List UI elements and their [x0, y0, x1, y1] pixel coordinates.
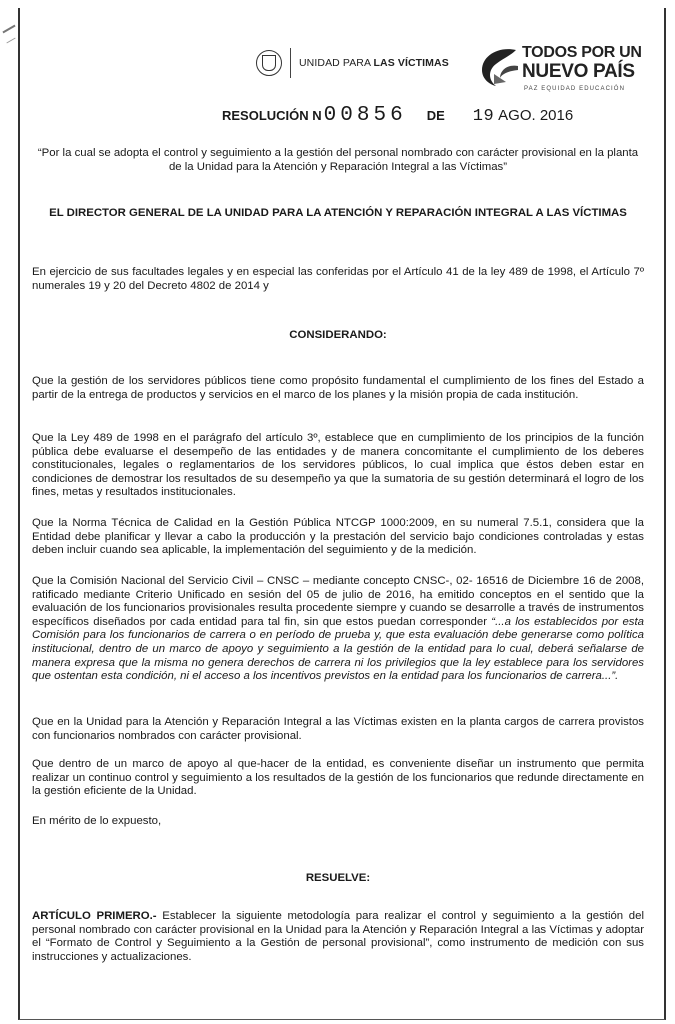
todos-por-un-nuevo-pais-icon	[476, 44, 520, 88]
resuelve-heading-text: RESUELVE:	[305, 872, 371, 884]
brand-line-1: TODOS POR UN	[522, 44, 642, 61]
issuer-text: EL DIRECTOR GENERAL DE LA UNIDAD PARA LA ATENCIÓN Y REPARACIÓN INTEGRAL A LAS VÍCTIMAS	[49, 207, 627, 219]
considerando-5	[32, 716, 644, 743]
considerando-1	[32, 375, 644, 402]
articulo-primero	[32, 910, 644, 964]
considerando-4-text: Que la Comisión Nacional del Servicio Civil – CNSC – mediante concepto CNSC-, 02- 16516 de Diciembre 16 de 2008, ratificado mediante Criterio Unificado en sesión del 05 de julio de 2016, ha emitido conceptos en el sentido que la evaluación de los funcionarios provisionales resulta procedente siempre y cuando se desarrolle a través de instrumentos específicos diseñados por cada entidad para tal fin, sin que estos puedan corresponder	[32, 575, 644, 628]
scan-artifact	[6, 38, 15, 44]
resolution-label: RESOLUCIÓN N	[222, 108, 322, 123]
considerando-4	[32, 575, 644, 684]
considerando-3	[32, 517, 644, 558]
considerando-2-text: Que la Ley 489 de 1998 en el parágrafo del artículo 3º, establece que en cumplimiento de los principios de la función pública debe evaluarse el desempeño de las entidades y de manera concomitante el cumplimiento de los deberes constitucionales, legales o reglamentarios de los servidores públicos, lo cual implica que éstos deben estar en condiciones de demostrar los resultados de su desempeño ya que la sumatoria de su gestión determinará el logro de los fines, metas y resultados institucionales.	[32, 432, 644, 499]
resuelve-heading	[32, 872, 644, 886]
logo-divider	[290, 48, 291, 78]
brand-logo	[476, 40, 656, 100]
subject-text: “Por la cual se adopta el control y seguimiento a la gestión del personal nombrado con carácter provisional en la planta de la Unidad para la Atención y Reparación Integral a las Víctimas”	[37, 147, 639, 173]
considerando-3-text: Que la Norma Técnica de Calidad en la Gestión Pública NTCGP 1000:2009, en su numeral 7.5.1, considera que la Entidad debe planificar y llevar a cabo la producción y la prestación del servicio bajo condiciones controladas y estas deben incluir cuando sea aplicable, la implementación del seguimiento y de la medición.	[32, 517, 644, 557]
considerando-heading	[32, 329, 644, 343]
resolution-line	[222, 104, 573, 127]
considerando-4-quote: “...a los establecidos por esta Comisión para los funcionarios de carrera o en período de prueba y, que esta evaluación debe generarse como política institucional, dentro de un marco de apoyo y seguimiento a la gestión de la entidad para lo cual, deberá señalarse de manera expresa que la misma no genera derechos de carrera ni los privilegios que la ley establece para los servidores que ostentan esta condición, ni el acceso a los incentivos previstos en la entidad para los funcionarios de carrera...”.	[32, 615, 644, 683]
considerando-5-text: Que en la Unidad para la Atención y Reparación Integral a las Víctimas existen en la planta cargos de carrera provistos con funcionarios nombrados con carácter provisional.	[32, 716, 644, 742]
considerando-1-text: Que la gestión de los servidores públicos tiene como propósito fundamental el cumplimiento de los fines del Estado a partir de la entrega de productos y servicios en el marco de los planes y la misión propia de cada institución.	[32, 375, 644, 401]
brand-line-2: NUEVO PAÍS	[522, 61, 635, 82]
considerando-6	[32, 758, 644, 799]
powers-paragraph	[32, 266, 644, 293]
resolution-subject	[32, 147, 644, 174]
unit-logo	[256, 48, 449, 78]
resolution-date-rest: AGO. 2016	[498, 107, 574, 124]
resolution-date-day: 19	[472, 107, 495, 126]
powers-text: En ejercicio de sus facultades legales y en especial las conferidas por el Artículo 41 de la ley 489 de 1998, el Artículo 7º numerales 19 y 20 del Decreto 4802 de 2014 y	[32, 266, 644, 292]
articulo-primero-label: ARTÍCULO PRIMERO.-	[32, 910, 157, 922]
unit-name-strong: LAS VÍCTIMAS	[373, 57, 449, 69]
considerando-heading-text: CONSIDERANDO:	[289, 329, 387, 341]
unit-name	[299, 57, 449, 69]
merito-text: En mérito de lo expuesto,	[32, 815, 162, 827]
unit-name-prefix: UNIDAD PARA	[299, 57, 374, 69]
issuer-heading	[32, 207, 644, 221]
scan-artifact	[2, 25, 15, 34]
merito-line	[32, 815, 644, 829]
brand-tagline: PAZ EQUIDAD EDUCACIÓN	[524, 86, 625, 92]
resolution-de-label: DE	[426, 108, 445, 123]
articulo-primero-text: Establecer la siguiente metodología para realizar el control y seguimiento a la gestión del personal nombrado con carácter provisional en la Unidad para la Atención y Reparación Integral a las Víctimas y adoptar el “Formato de Control y Seguimiento a la Gestión de personal provisional”, como instrumento de medición con sus instrucciones y actualizaciones.	[32, 910, 644, 963]
colombia-seal-icon	[256, 50, 282, 76]
resolution-number: 00856	[323, 104, 407, 127]
considerando-6-text: Que dentro de un marco de apoyo al que-hacer de la entidad, es conveniente diseñar un instrumento que permita realizar un continuo control y seguimiento a los resultados de la gestión de los funcionarios que redunde directamente en la gestión eficiente de la Unidad.	[32, 758, 644, 798]
considerando-2	[32, 432, 644, 500]
